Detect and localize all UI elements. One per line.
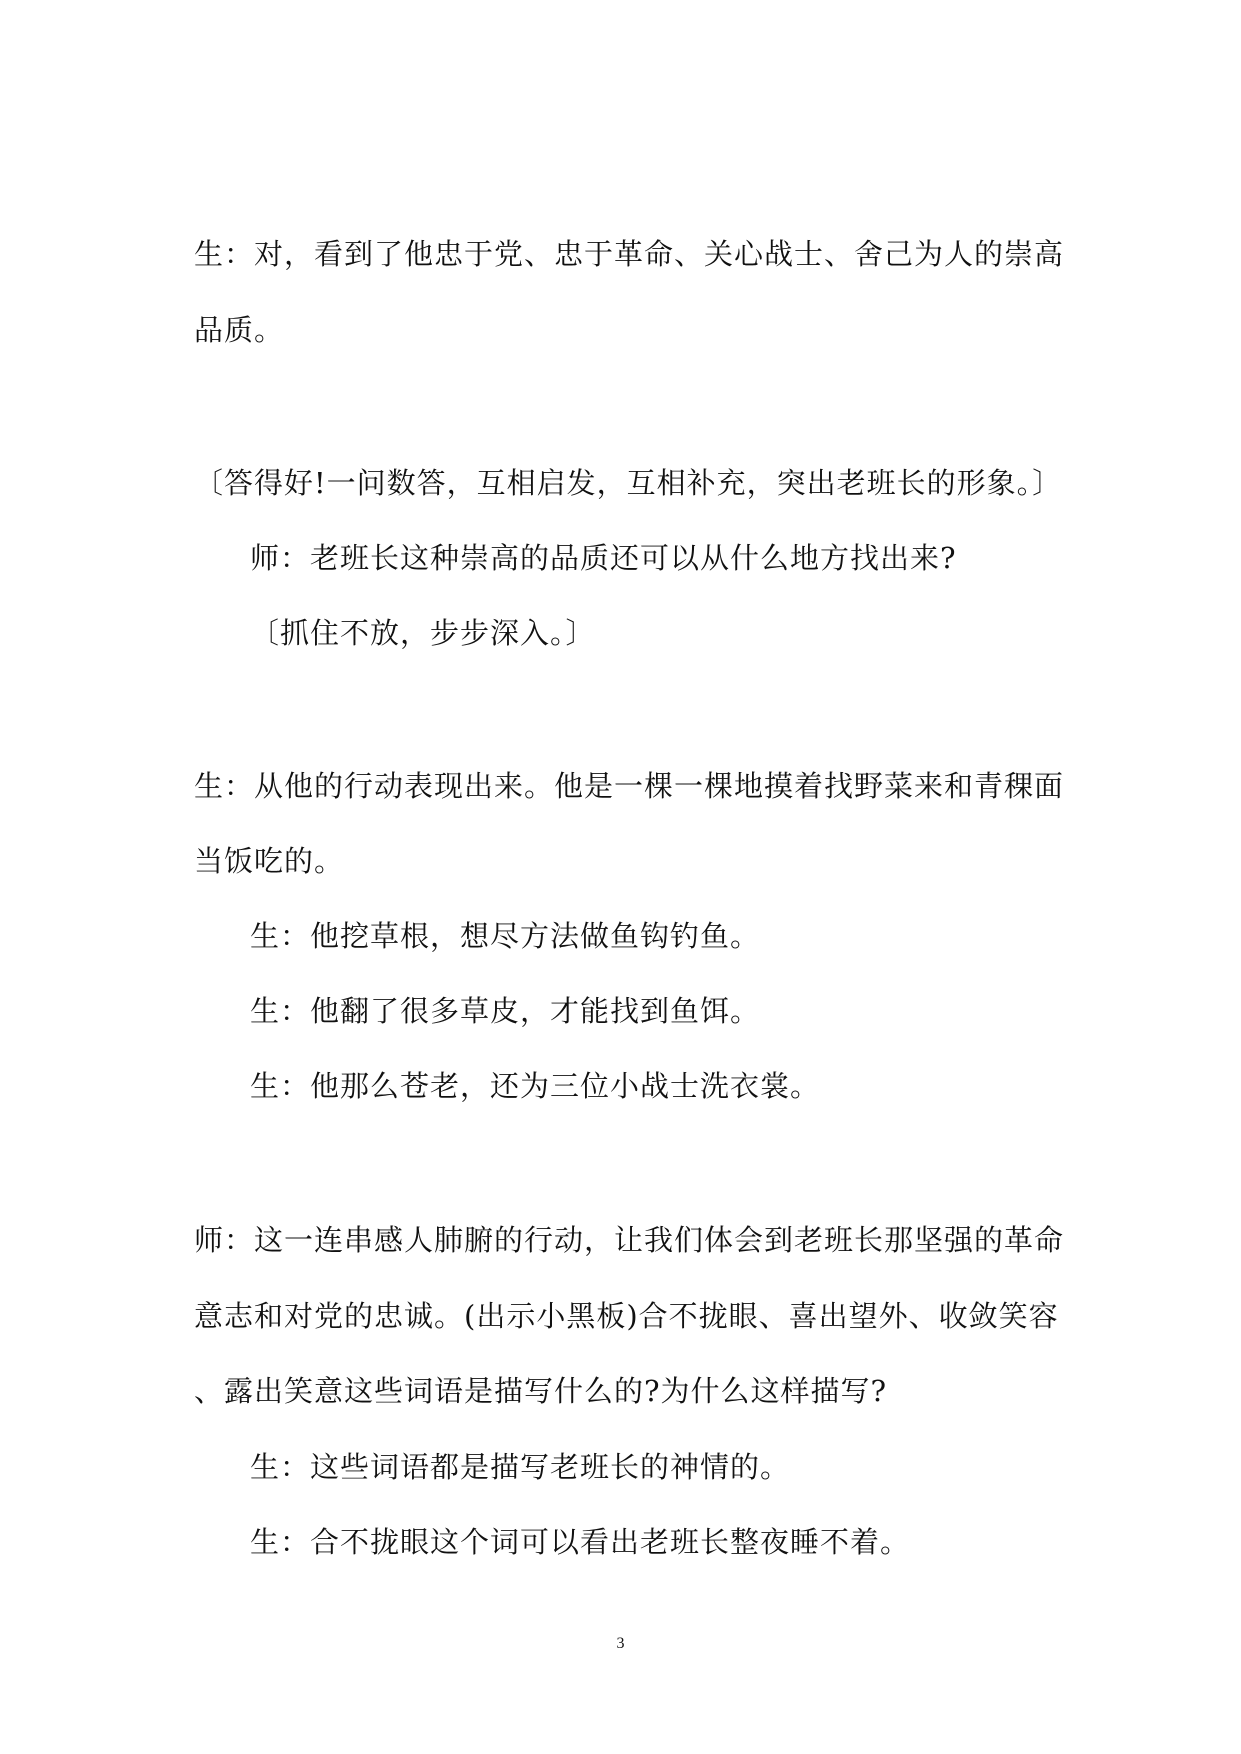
text-line-comment: 〔抓住不放，步步深入。〕 <box>250 616 596 650</box>
text-line-teacher-question: 师：老班长这种崇高的品质还可以从什么地方找出来? <box>250 541 957 575</box>
text-line-teacher-statement-cont: 、露出笑意这些词语是描写什么的?为什么这样描写? <box>194 1374 888 1408</box>
text-line-student-answer-cont: 当饭吃的。 <box>194 844 345 878</box>
text-line-comment: 〔答得好!一问数答，互相启发，互相补充，突出老班长的形象。〕 <box>194 466 1063 500</box>
text-line-student-answer: 生：对，看到了他忠于党、忠于革命、关心战士、舍己为人的崇高 <box>194 237 1065 271</box>
text-line-student-answer: 生：这些词语都是描写老班长的神情的。 <box>250 1450 791 1484</box>
text-line-teacher-statement: 师：这一连串感人肺腑的行动，让我们体会到老班长那坚强的革命 <box>194 1223 1065 1257</box>
text-line-student-answer: 生：他挖草根，想尽方法做鱼钩钓鱼。 <box>250 919 761 953</box>
text-line-student-answer: 生：从他的行动表现出来。他是一棵一棵地摸着找野菜来和青稞面 <box>194 769 1065 803</box>
text-line-student-answer: 生：他翻了很多草皮，才能找到鱼饵。 <box>250 994 761 1028</box>
text-line-student-answer-cont: 品质。 <box>194 313 285 347</box>
page-number: 3 <box>616 1635 625 1652</box>
text-line-teacher-statement-cont: 意志和对党的忠诚。(出示小黑板)合不拢眼、喜出望外、收敛笑容 <box>194 1299 1059 1333</box>
text-line-student-answer: 生：合不拢眼这个词可以看出老班长整夜睡不着。 <box>250 1525 911 1559</box>
text-line-student-answer: 生：他那么苍老，还为三位小战士洗衣裳。 <box>250 1069 821 1103</box>
